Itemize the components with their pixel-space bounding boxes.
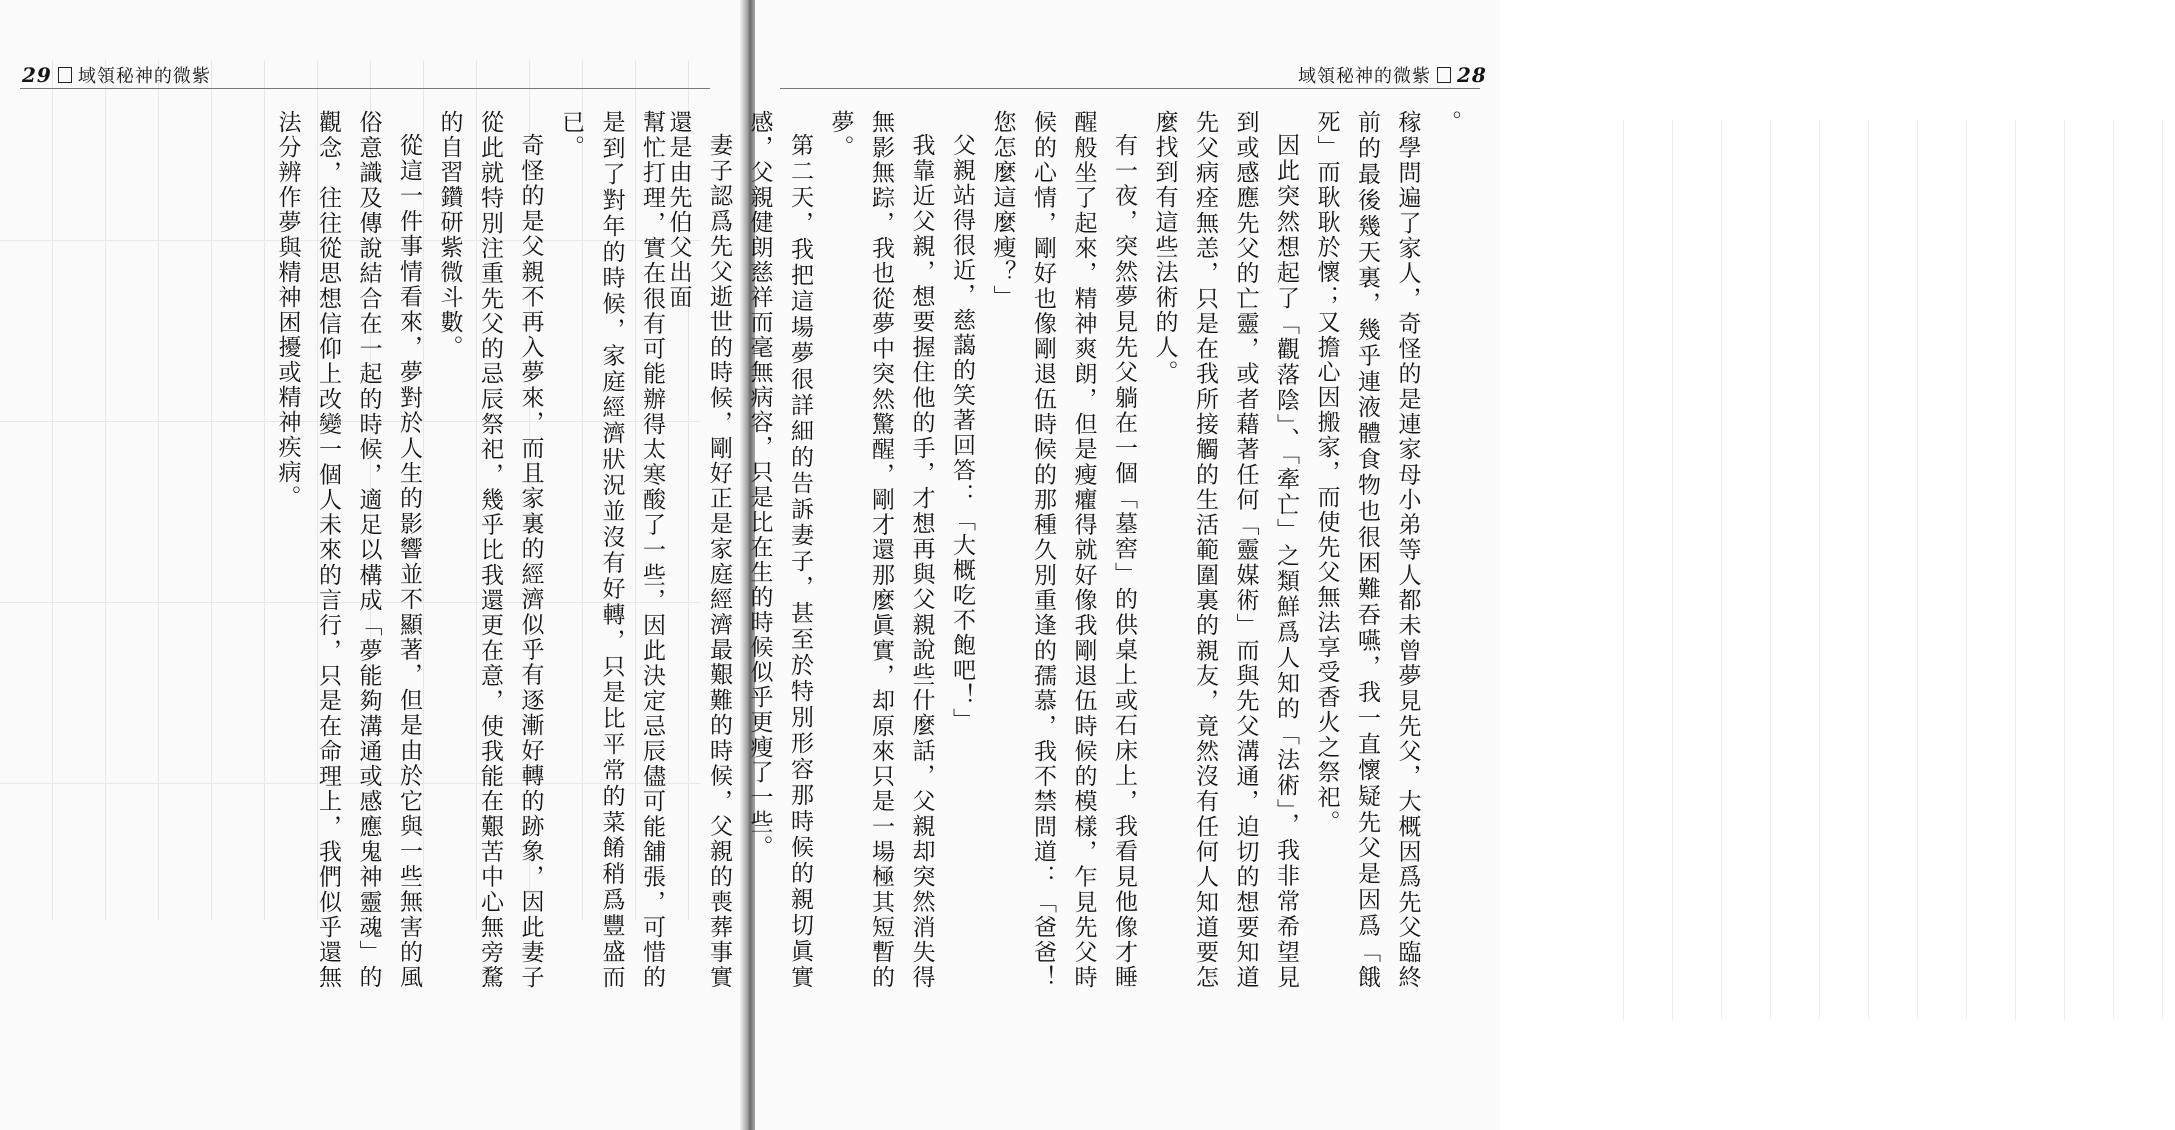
paragraph: 因此突然想起了「觀落陰」、「牽亡」之類鮮爲人知的「法術」，我非常希望見到或感應先父的亡靈，或者藉著任何「靈媒術」而與先父溝通，迫切的想要知道先父病痊無恙，只是在我所接觸的生活範圍裏的親友，竟然沒有任何人知道要怎麼找到有這些法術的人。 xyxy=(1151,110,1299,990)
paragraph: 。 xyxy=(1435,110,1461,135)
paragraph: 第二天，我把這場夢很詳細的告訴妻子，甚至於特別形容那時候的親切眞實感，父親健朗慈祥而毫無病容，只是比在生的時候似乎更瘦了一些。 xyxy=(746,110,813,990)
left-page-body xyxy=(274,110,672,990)
show-through-text xyxy=(1575,120,2175,1020)
left-page-header xyxy=(22,62,211,88)
right-page-header xyxy=(1298,62,1487,88)
left-running-title: 域領秘神的微紫 xyxy=(77,66,211,87)
paragraph: 父親站得很近，慈藹的笑著回答：「大概吃不飽吧！」 xyxy=(949,133,975,733)
paragraph: 有一夜，突然夢見先父躺在一個「墓窖」的供桌上或石床上，我看見他像才睡醒般坐了起來，精神爽朗，但是瘦癯得就好像我剛退伍時候的模樣，乍見先父時候的心情，剛好也像剛退伍時候的那種久別重逢的孺慕，我不禁問道：「爸爸！您怎麼這麼瘦？」 xyxy=(989,110,1137,990)
square-box-icon xyxy=(58,67,72,83)
left-header-rule xyxy=(20,88,710,89)
paragraph: 稼學問遍了家人，奇怪的是連家母小弟等人都未曾夢見先父，大概因爲先父臨終前的最後幾天裏，幾乎連液體食物也很困難吞嚥，我一直懷疑先父是因爲「餓死」而耿耿於懷；又擔心因搬家，而使先父無法享受香火之祭祀。 xyxy=(1313,110,1421,990)
square-box-icon xyxy=(1437,67,1451,83)
right-header-rule xyxy=(780,88,1480,89)
paragraph: 奇怪的是父親不再入夢來，而且家裏的經濟似乎有逐漸好轉的跡象，因此妻子從此就特別注重先父的忌辰祭祀，幾乎比我還更在意，使我能在艱苦中心無旁騖的自習鑽研紫微斗數。 xyxy=(436,110,544,990)
left-page xyxy=(0,0,745,1130)
left-page-number: 29 xyxy=(22,63,52,87)
paragraph: 妻子認爲先父逝世的時候，剛好正是家庭經濟最艱難的時候，父親的喪葬事實還是由先伯父出面 xyxy=(665,110,732,990)
paragraph: 從這一件事情看來，夢對於人生的影響並不顯著，但是由於它與一些無害的風俗意識及傳說結合在一起的時候，適足以構成「夢能夠溝通或感應鬼神靈魂」的觀念，往往從思想信仰上改變一個人未來的言行，只是在命理上，我們似乎還無法分辨作夢與精神困擾或精神疾病。 xyxy=(274,110,422,990)
paragraph: 我靠近父親，想要握住他的手，才想再與父親說些什麼話，父親却突然消失得無影無踪，我也從夢中突然驚醒，剛才還那麼眞實，却原來只是一場極其短暫的夢。 xyxy=(827,110,935,990)
right-running-title: 域領秘神的微紫 xyxy=(1298,66,1431,87)
paragraph: 幫忙打理，實在很有可能辦得太寒酸了一些，因此決定忌辰儘可能舖張，可惜的是到了對年的時候，家庭經濟狀況並沒有好轉，只是比平常的菜餚稍爲豐盛而已。 xyxy=(558,110,665,990)
right-page-body xyxy=(665,110,1468,990)
right-page-number: 28 xyxy=(1457,63,1487,87)
